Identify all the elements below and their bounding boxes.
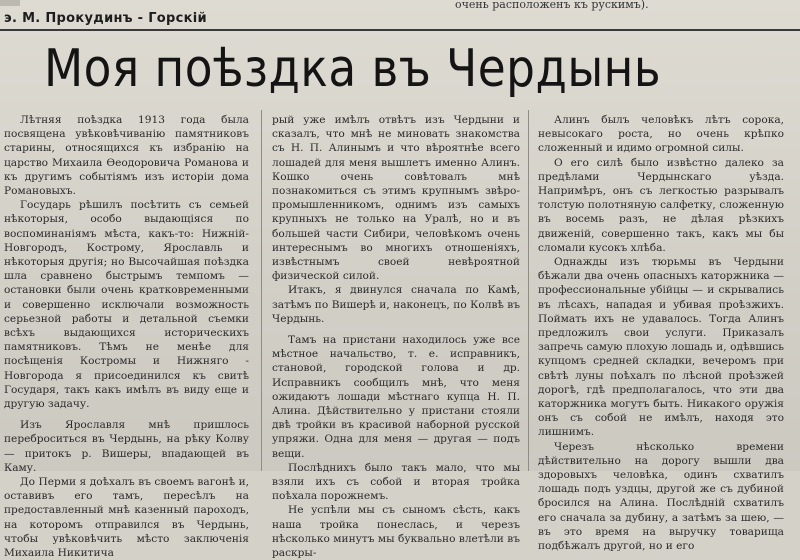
paragraph: Лѣтняя поѣздка 1913 года была посвящена увѣковѣчиванію памятниковъ старины, относящихся къ избранію на царство Михаила Өеодоровича Романова и къ другимъ событіямъ изъ исторіи дома Романовыхъ. [4, 114, 249, 198]
article-title: Моя поѣздка въ Чердынь [44, 39, 662, 99]
torn-corner [0, 0, 20, 6]
paragraph: Черезъ нѣсколько времени дѣйствительно на дорогу вышли два здоровыхъ человѣка, одинъ схватилъ лошадь подъ уздцы, другой же съ дубиной бросился на Алина. Послѣдній схватилъ его сначала за дубину, а затѣмъ за шею, — въ это время на выручку товарища подбѣжалъ другой, но и его [538, 440, 784, 553]
paragraph: Тамъ на пристани находилось уже все мѣстное начальство, т. е. исправникъ, становой, городской голова и др. Исправникъ сообщилъ мнѣ, что меня ожидаютъ лошади мѣстнаго купца Н. П. Алина. Дѣйствительно у пристани стояли двѣ тройки въ красивой наборной русской упряжи. Одна для меня — другая — подъ вещи. [272, 334, 520, 460]
text-column-2 [272, 113, 520, 560]
header-rule [0, 29, 800, 31]
author-byline: э. М. Прокудинъ - Горскій [4, 11, 207, 26]
text-column-3 [538, 113, 784, 553]
paragraph: Государь рѣшилъ посѣтить съ семьей нѣкоторыя, особо выдающіяся по воспоминаніямъ мѣста, какъ-то: Нижній-Новгородъ, Кострому, Ярославль и нѣкоторыя другія; но Высочайшая поѣздка шла сравнено быстрымъ темпомъ — остановки были очень кратковременными и совершенно исключали возможность серьезной работы и детальной съемки всѣхъ выдающихся историческихъ памятниковъ. Тѣмъ не менѣе для посѣщенія Костромы и Нижняго - Новгорода я присоединился къ свитѣ Государя, такъ какъ имѣлъ въ виду еще и другую задачу. [4, 199, 249, 411]
paragraph: О его силѣ было извѣстно далеко за предѣлами Чердынскаго уѣзда. Напримѣръ, онъ съ легкостью разрывалъ толстую полотняную салфетку, сложенную въ восемь разъ, не дѣлая рѣзкихъ движеній, совершенно такъ, какъ мы бы сломали кусокъ хлѣба. [538, 156, 784, 254]
paragraph: Не успѣли мы съ сыномъ сѣсть, какъ наша тройка понеслась, и черезъ нѣсколько минутъ мы буквально влетѣли въ раскры- [272, 504, 520, 560]
previous-article-tail: очень расположенъ къ рускимъ). [455, 0, 649, 11]
paragraph: Однажды изъ тюрьмы въ Чердыни бѣжали два очень опасныхъ каторжника — профессиональные убійцы — и скрывались въ лѣсахъ, нападая и убивая проѣзжихъ. Поймать ихъ не удавалось. Тогда Алинъ предложилъ свои услуги. Приказалъ запречь самую плохую лошадь и, одѣвшись купцомъ средней складки, вечеромъ при свѣтѣ луны поѣхалъ по лѣсной проѣзжей дорогѣ, гдѣ предполагалось, что эти два каторжника могутъ быть. Никакого оружія онъ съ собой не имѣлъ, находя это лишнимъ. [538, 256, 784, 439]
column-divider [528, 110, 529, 471]
paragraph: Итакъ, я двинулся сначала по Камѣ, затѣмъ по Вишерѣ и, наконецъ, по Колвѣ въ Чердынь. [272, 284, 520, 325]
paragraph: Послѣднихъ было такъ мало, что мы взяли ихъ съ собой и вторая тройка поѣхала порожнемъ. [272, 461, 520, 503]
paragraph: До Перми я доѣхалъ въ своемъ вагонѣ и, оставивъ его тамъ, пересѣлъ на предоставленный мнѣ казенный пароходъ, на которомъ отправился въ Чердынь, чтобы увѣковѣчить мѣсто заключенія Михаила Никитича [4, 476, 249, 560]
paragraph: Алинъ былъ человѣкъ лѣтъ сорока, невысокаго роста, но очень крѣпко сложенный и идимо огромной силы. [538, 114, 784, 155]
paragraph: Изъ Ярославля мнѣ пришлось переброситься въ Чердынь, на рѣку Колву — притокъ р. Вишеры, впадающей въ Каму. [4, 419, 249, 474]
text-column-1 [4, 113, 249, 560]
column-divider [261, 110, 262, 471]
paragraph: рый уже имѣлъ отвѣтъ изъ Чердыни и сказалъ, что мнѣ не миновать знакомства съ Н. П. Алинымъ и что вѣроятнѣе всего лошадей для меня вышлетъ именно Алинъ. Кошко очень совѣтовалъ мнѣ познакомиться съ этимъ крупнымъ звѣро-промышленникомъ, однимъ изъ самыхъ крупныхъ не только на Уралѣ, но и въ большей части Сибири, человѣкомъ очень интереснымъ во многихъ отношеніяхъ, извѣстнымъ своей невѣроятной физической силой. [272, 114, 520, 283]
